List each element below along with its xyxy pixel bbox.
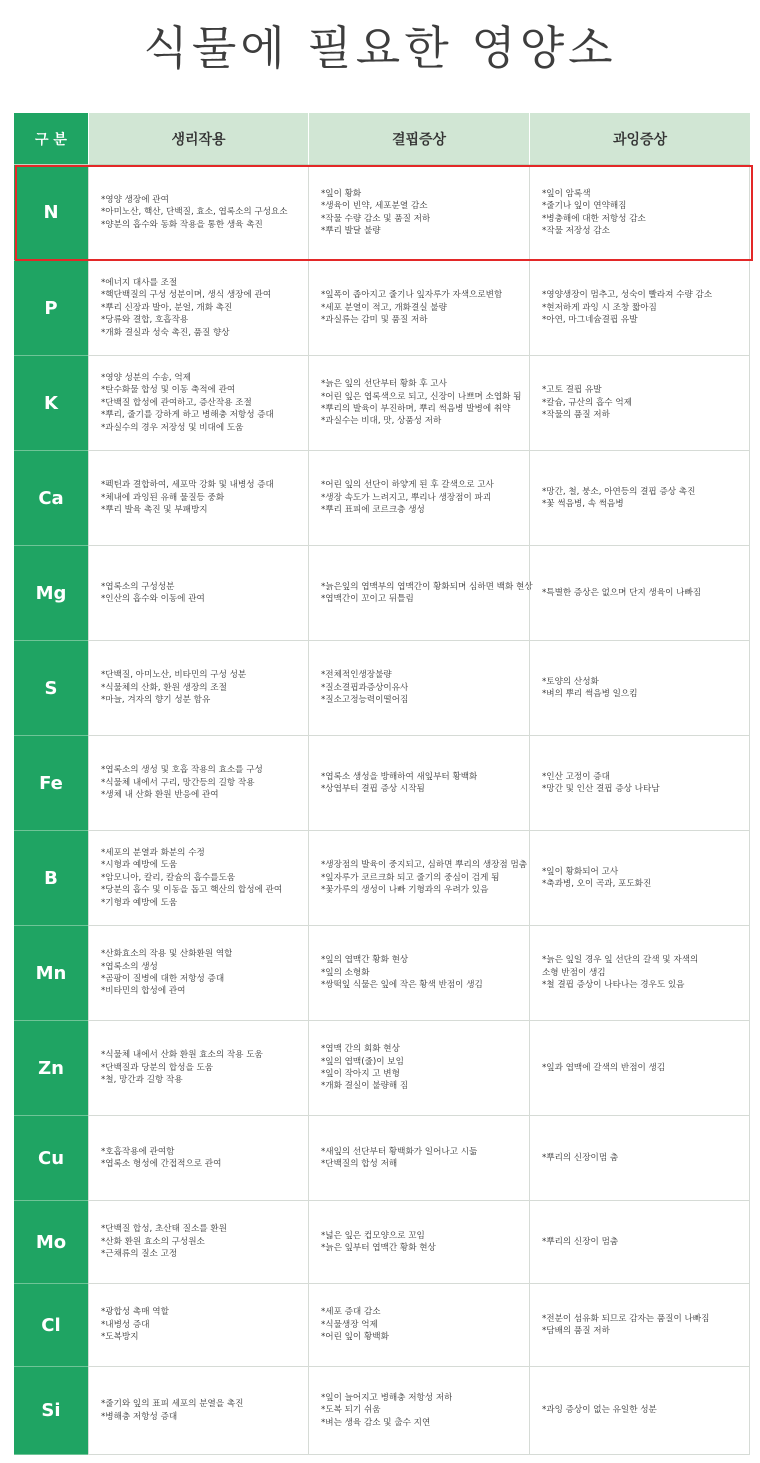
physiology-line: *생체 내 산화 환원 반응에 관여 [101,790,219,801]
deficiency-line: *작물 수량 감소 및 품질 저하 [321,213,431,224]
header-physiology: 생리작용 [88,113,308,165]
deficiency-cell [308,926,529,1021]
physiology-line: *식물체의 산화, 환원 생장의 조절 [101,682,227,693]
element-symbol: S [14,641,88,736]
excess-cell [529,356,750,451]
deficiency-line: *잎의 엽맥간 황화 현상 [321,955,409,966]
excess-line: *줄기나 잎이 연약해짐 [542,201,627,212]
physiology-lines [101,479,274,516]
excess-cell [529,641,750,736]
excess-line: *현저하게 과잉 시 조창 짧아짐 [542,302,657,313]
physiology-line: *펙틴과 결합하여, 세포막 강화 및 내병성 증대 [101,480,274,491]
physiology-lines [101,669,246,706]
physiology-line: *아미노산, 핵산, 단백질, 효소, 엽록소의 구성요소 [101,207,288,218]
physiology-line: *산화 환원 효소의 구성원소 [101,1236,205,1247]
excess-line: *잎이 황화되어 고사 [542,866,619,877]
physiology-line: *비타민의 합성에 관여 [101,986,186,997]
physiology-line: *뿌리, 줄기를 강하게 하고 병해충 저항성 증대 [101,410,274,421]
deficiency-lines [321,771,477,796]
excess-line: *고토 결핍 유발 [542,385,602,396]
excess-lines [542,954,698,991]
excess-line: *작물 저장성 감소 [542,225,610,236]
physiology-line: *개화 결실과 성숙 촉진, 품질 향상 [101,327,230,338]
excess-lines [542,1236,618,1248]
physiology-lines [101,194,288,231]
excess-line: *망간 및 인산 결핍 증상 나타남 [542,784,660,794]
excess-line: *특별한 증상은 없으며 단지 생육이 나빠짐 [542,587,702,598]
deficiency-line: *잎이 작아지 고 변형 [321,1069,400,1079]
physiology-line: *세포의 분열과 화분의 수정 [101,847,205,858]
physiology-lines [101,1398,243,1423]
physiology-line: *엽록소의 구성성분 [101,581,175,592]
physiology-line: *광합성 촉매 역할 [101,1307,169,1318]
physiology-cell [88,831,308,926]
element-symbol: Cu [14,1116,88,1201]
excess-lines [542,188,646,238]
deficiency-lines [321,669,408,706]
excess-line: *뿌리의 신장이멈 춤 [542,1152,619,1163]
excess-cell [529,546,750,641]
excess-lines [542,1404,657,1416]
deficiency-lines [321,479,494,516]
excess-line: *영양생장이 멈추고, 성숙이 빨라져 수량 감소 [542,290,713,301]
excess-lines [542,1062,665,1074]
deficiency-line: *벼는 생육 감소 및 출수 지연 [321,1417,431,1428]
excess-lines [542,486,695,511]
deficiency-lines [321,581,533,606]
physiology-lines [101,847,282,909]
deficiency-line: *과실수는 비대, 맛, 상품성 저하 [321,416,442,427]
physiology-cell [88,165,308,261]
deficiency-line: *잎의 엽맥(줄)이 보임 [321,1056,404,1067]
deficiency-lines [321,378,521,428]
deficiency-line: *늙은 잎의 선단부터 황화 후 고사 [321,379,447,390]
deficiency-lines [321,1043,408,1093]
element-symbol: Mn [14,926,88,1021]
physiology-line: *단백질, 아미노산, 비타민의 구성 성분 [101,670,247,681]
physiology-cell [88,261,308,356]
excess-cell [529,1367,750,1455]
deficiency-cell [308,831,529,926]
deficiency-line: *꽃가루의 생성이 나빠 기형과의 우려가 있음 [321,885,489,896]
physiology-line: *암모니아, 칼리, 칼슘의 흡수를도움 [101,872,236,883]
deficiency-cell [308,546,533,641]
excess-lines [542,676,638,701]
excess-line: *전분이 섬유화 되므로 감자는 품질이 나빠짐 [542,1313,710,1324]
deficiency-line: *잎이 황화 [321,188,362,199]
physiology-cell [88,1284,308,1367]
physiology-line: *식물체 내에서 산화 환원 효소의 작용 도움 [101,1050,263,1061]
deficiency-line: *엽록소 생성을 방해하여 새잎부터 황백화 [321,771,478,782]
physiology-line: *탄수화물 합성 및 이동 축적에 관여 [101,385,236,396]
physiology-line: *호흡작용에 관여함 [101,1146,175,1157]
deficiency-lines [321,1230,436,1255]
physiology-line: *줄기와 잎의 표피 세포의 분열을 촉진 [101,1399,244,1410]
physiology-cell [88,451,308,546]
physiology-line: *에너지 대사를 조절 [101,277,178,288]
deficiency-lines [321,859,527,896]
element-symbol: Si [14,1367,88,1455]
deficiency-lines [321,954,483,991]
deficiency-line: *개화 결실이 불량해 짐 [321,1081,409,1092]
excess-line: *잎이 암록색 [542,188,591,199]
excess-line: *늙은 잎일 경우 잎 선단의 갈색 및 자색의 [542,955,699,966]
physiology-line: *내병성 증대 [101,1319,150,1330]
deficiency-line: *생육이 빈약, 세포분열 감소 [321,201,428,212]
element-symbol: Mg [14,546,88,641]
physiology-cell [88,1367,308,1455]
excess-line: *과잉 증상이 없는 유일한 성분 [542,1405,657,1416]
deficiency-lines [321,1146,477,1171]
deficiency-lines [321,1306,389,1343]
physiology-cell [88,1116,308,1201]
excess-cell [529,1021,750,1116]
deficiency-cell [308,1284,529,1367]
physiology-lines [101,581,205,606]
deficiency-line: *세포 증대 감소 [321,1307,381,1318]
physiology-cell [88,356,308,451]
excess-lines [542,866,651,891]
physiology-line: *엽록소 형성에 간접적으로 관여 [101,1159,222,1169]
page-title: 식물에 필요한 영양소 [143,21,617,75]
physiology-line: *산화효소의 작용 및 산화환원 역할 [101,949,233,960]
excess-line: *철 결핍 증상이 나타나는 경우도 있음 [542,980,685,991]
deficiency-line: *새잎의 선단부터 황백화가 일어나고 시듦 [321,1146,478,1157]
deficiency-line: *뿌리 표피에 코르크층 생성 [321,505,425,516]
deficiency-line: *늙은잎의 엽맥부의 엽맥간이 황화되며 심하면 백화 현상 [321,581,533,592]
deficiency-line: *단백질의 합성 저해 [321,1159,398,1169]
physiology-lines [101,1049,263,1086]
excess-line: *담배의 품질 저하 [542,1326,610,1336]
deficiency-line: *엽맥 간의 회화 현상 [321,1044,400,1055]
physiology-cell [88,736,308,831]
physiology-line: *체내에 과잉된 유해 물질등 중화 [101,492,225,503]
excess-cell [529,451,750,546]
physiology-lines [101,1223,227,1260]
physiology-line: *핵단백질의 구성 성분이며, 생식 생장에 관여 [101,290,272,301]
deficiency-line: *잎의 소형화 [321,967,370,978]
deficiency-line: *과실류는 감미 및 품질 저하 [321,315,428,326]
deficiency-line: *질소고정능력이떨어짐 [321,695,409,706]
deficiency-line: *질소결핍과증상이유사 [321,682,409,693]
deficiency-line: *전체적인생장불량 [321,670,392,681]
deficiency-lines [321,188,430,238]
excess-lines [542,1152,618,1164]
physiology-line: *영양 성분의 수송, 억제 [101,372,191,383]
physiology-line: *근채류의 질소 고정 [101,1249,178,1260]
deficiency-cell [308,1201,529,1284]
physiology-line: *엽록소의 생성 및 호흡 작용의 효소를 구성 [101,765,263,776]
physiology-line: *양분의 흡수와 동화 작용을 통한 생육 촉진 [101,219,263,230]
element-symbol: Zn [14,1021,88,1116]
deficiency-cell [308,641,529,736]
excess-cell [529,831,750,926]
deficiency-line: *잎폭이 좁아지고 줄기나 잎자루가 자색으로변함 [321,290,503,301]
physiology-line: *당분의 흡수 및 이동을 돕고 핵산의 합성에 관여 [101,885,283,896]
deficiency-cell [308,165,529,261]
excess-lines [542,289,712,326]
physiology-line: *시형과 예방에 도움 [101,860,178,871]
header-deficiency: 결핍증상 [308,113,529,165]
deficiency-cell [308,1021,529,1116]
deficiency-line: *엽맥간이 꼬이고 뒤틀림 [321,594,414,604]
excess-line: *인산 고정이 증대 [542,771,610,782]
element-symbol: N [14,165,88,261]
physiology-line: *병해충 저항성 증대 [101,1411,178,1422]
physiology-line: *단백질 합성, 초산태 질소를 환원 [101,1224,227,1235]
excess-cell [529,1116,750,1201]
excess-line: *작물의 품질 저하 [542,410,610,421]
physiology-lines [101,764,263,801]
element-symbol: B [14,831,88,926]
physiology-line: *마늘, 겨자의 향기 성분 함유 [101,695,211,706]
deficiency-line: *잎자루가 코르크화 되고 줄기의 중심이 검게 됨 [321,872,500,883]
deficiency-line: *늙은 잎부터 엽맥간 황화 현상 [321,1243,436,1253]
physiology-line: *곰팡이 질병에 대한 저항성 증대 [101,974,225,984]
physiology-line: *기형과 예방에 도움 [101,897,178,908]
excess-line: 소형 반점이 생김 [542,967,606,978]
excess-line: *병충해에 대한 저항성 감소 [542,213,646,224]
excess-lines [542,771,660,796]
physiology-cell [88,641,308,736]
physiology-line: *엽록소의 생성 [101,961,158,972]
deficiency-cell [308,356,529,451]
deficiency-line: *뿌리 발달 불량 [321,225,381,236]
deficiency-line: *생장점의 발육이 중지되고, 심하면 뿌리의 생장점 멈춤 [321,860,528,871]
deficiency-lines [321,1392,452,1429]
header-excess: 과잉증상 [529,113,750,165]
element-symbol: Cl [14,1284,88,1367]
excess-line: *벼의 뿌리 썩음병 일으킴 [542,689,638,699]
deficiency-line: *쌍떡잎 식물은 잎에 작은 황색 반점이 생김 [321,980,483,991]
deficiency-cell [308,1116,529,1201]
deficiency-cell [308,451,529,546]
excess-lines [542,1313,709,1338]
physiology-line: *영양 생장에 관여 [101,194,169,205]
physiology-line: *인산의 흡수와 이동에 관여 [101,594,205,604]
element-symbol: Fe [14,736,88,831]
deficiency-line: *넓은 잎은 컵모양으로 꼬임 [321,1230,425,1241]
deficiency-line: *어린 잎의 선단이 하얗게 된 후 갈색으로 고사 [321,480,494,491]
physiology-cell [88,1021,308,1116]
deficiency-line: *세포 분열이 적고, 개화결실 불량 [321,302,447,313]
deficiency-line: *잎이 늘어지고 병해충 저항성 저하 [321,1392,453,1403]
physiology-line: *과실수의 경우 저장성 및 비대에 도움 [101,422,244,433]
excess-cell [529,165,750,261]
physiology-line: *뿌리 발육 촉진 및 부패방지 [101,505,208,516]
element-symbol: Ca [14,451,88,546]
excess-cell [529,926,750,1021]
element-symbol: P [14,261,88,356]
element-symbol: Mo [14,1201,88,1284]
physiology-line: *뿌리 신장과 발아, 분얼, 개화 촉진 [101,302,233,313]
deficiency-line: *뿌리의 발육이 부진하며, 뿌리 썩음병 발병에 취약 [321,404,511,414]
physiology-lines [101,948,232,998]
deficiency-lines [321,289,502,326]
excess-lines [542,384,632,421]
physiology-cell [88,546,308,641]
nutrient-table [14,113,750,1453]
deficiency-line: *상엽부터 결핍 증상 시작됨 [321,784,425,794]
deficiency-line: *어린 잎이 황백화 [321,1332,389,1343]
header-category: 구 분 [14,113,88,165]
physiology-line: *도복방지 [101,1332,139,1343]
deficiency-line: *어린 잎은 엽록색으로 되고, 신장이 나쁘며 소엽화 됨 [321,391,522,402]
physiology-lines [101,277,271,339]
excess-lines [542,587,701,599]
excess-line: *뿌리의 신장이 멈춤 [542,1236,619,1247]
deficiency-cell [308,261,529,356]
physiology-line: *식물체 내에서 구리, 망간등의 길항 작용 [101,777,255,788]
physiology-line: *철, 망간과 길항 작용 [101,1075,183,1086]
excess-line: *망간, 철, 붕소, 아연등의 결핍 증상 촉진 [542,486,696,497]
physiology-line: *당류와 결합, 호흡작용 [101,315,189,326]
deficiency-line: *생장 속도가 느려지고, 뿌리나 생장점이 파괴 [321,492,492,503]
excess-line: *축과병, 오이 곡과, 포도화진 [542,879,652,889]
excess-line: *꽃 썩음병, 속 썩음병 [542,499,624,509]
physiology-cell [88,1201,308,1284]
deficiency-line: *식물생장 억제 [321,1319,378,1330]
physiology-cell [88,926,308,1021]
excess-line: *잎과 엽맥에 갈색의 반점이 생김 [542,1062,666,1073]
physiology-lines [101,372,274,434]
physiology-lines [101,1306,169,1343]
physiology-line: *단백질 합성에 관여하고, 증산작용 조절 [101,397,252,408]
deficiency-line: *도복 되기 쉬움 [321,1405,381,1416]
excess-cell [529,261,750,356]
excess-cell [529,736,750,831]
element-symbol: K [14,356,88,451]
deficiency-cell [308,736,529,831]
excess-cell [529,1201,750,1284]
excess-line: *칼슘, 규산의 흡수 억제 [542,397,632,408]
physiology-lines [101,1146,221,1171]
excess-line: *아연, 마그네슘결핍 유발 [542,315,638,326]
excess-line: *토양의 산성화 [542,676,599,687]
physiology-line: *단백질과 당분의 합성을 도움 [101,1062,214,1073]
deficiency-cell [308,1367,529,1455]
excess-cell [529,1284,750,1367]
